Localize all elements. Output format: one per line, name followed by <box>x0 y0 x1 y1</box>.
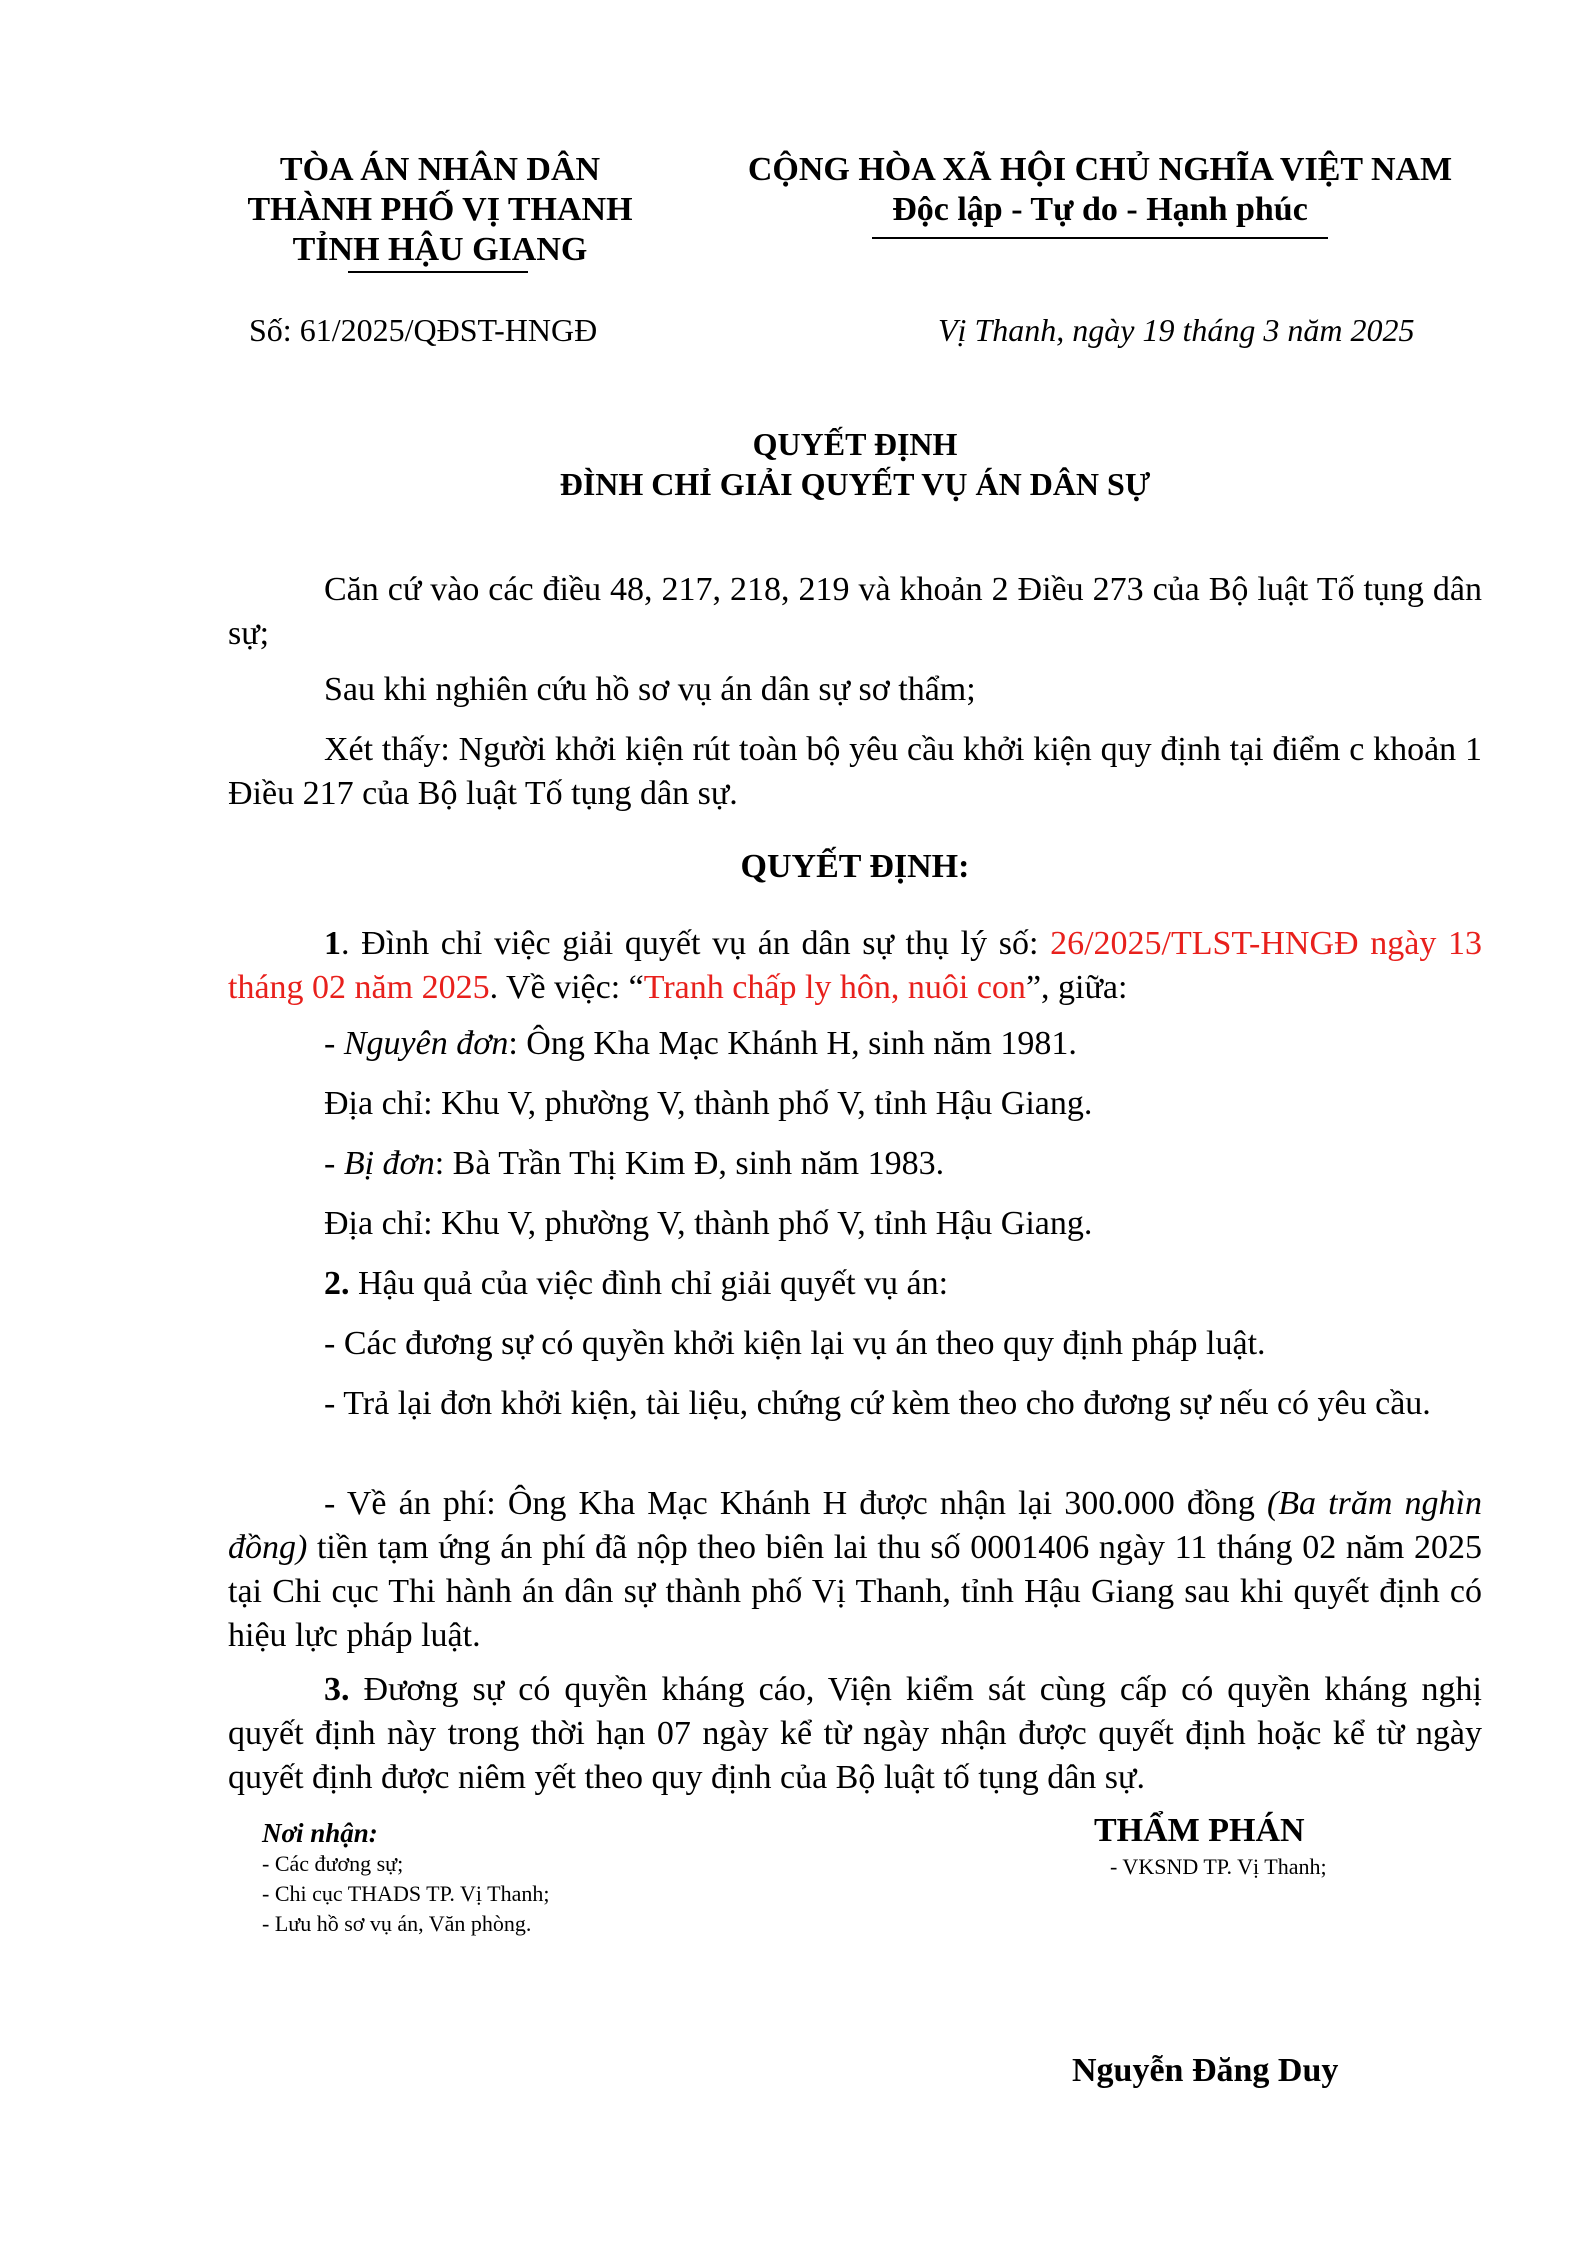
plaintiff-address: Địa chỉ: Khu V, phường V, thành phố V, tỉnh Hậu Giang. <box>324 1085 1093 1122</box>
item-2-bullet-3: - Về án phí: Ông Kha Mạc Khánh H được nhận lại 300.000 đồng (Ba trăm nghìn đồng) tiền tạm ứng án phí đã nộp theo biên lai thu số 0001406 ngày 11 tháng 02 năm 2025 tại Chi cục Thi hành án dân sự thành phố Vị Thanh, tỉnh Hậu Giang sau khi quyết định có hiệu lực pháp luật. <box>228 1485 1482 1654</box>
item-2-bullet-1: - Các đương sự có quyền khởi kiện lại vụ án theo quy định pháp luật. <box>324 1325 1266 1362</box>
document-title <box>228 424 1482 504</box>
case-reference: 26/2025/TLST-HNGĐ ngày 13 tháng 02 năm 2025 <box>228 925 1482 1006</box>
recipient-item: - Các đương sự; <box>262 1851 404 1876</box>
item-2-number: 2. <box>324 1265 350 1302</box>
title-line-2: ĐÌNH CHỈ GIẢI QUYẾT VỤ ÁN DÂN SỰ <box>559 466 1151 502</box>
recipient-item: - Chi cục THADS TP. Vị Thanh; <box>262 1881 550 1906</box>
court-line-2: THÀNH PHỐ VỊ THANH <box>247 191 633 228</box>
recipient-item-extra: - VKSND TP. Vị Thanh; <box>1110 1854 1327 1879</box>
plaintiff-line: - Nguyên đơn: Ông Kha Mạc Khánh H, sinh năm 1981. <box>324 1025 1077 1062</box>
defendant-address: Địa chỉ: Khu V, phường V, thành phố V, tỉnh Hậu Giang. <box>324 1205 1093 1242</box>
decision-heading: QUYẾT ĐỊNH: <box>740 848 970 885</box>
item-1: 1. Đình chỉ việc giải quyết vụ án dân sự thụ lý số: 26/2025/TLST-HNGĐ ngày 13 tháng 02 năm 2025. Về việc: “Tranh chấp ly hôn, nuôi con”, giữa: <box>228 925 1482 1006</box>
defendant-line: - Bị đơn: Bà Trần Thị Kim Đ, sinh năm 1983. <box>324 1145 945 1182</box>
place-date: Vị Thanh, ngày 19 tháng 3 năm 2025 <box>938 312 1415 348</box>
recipients-title: Nơi nhận: <box>262 1818 378 1848</box>
nation-block <box>720 150 1480 230</box>
court-line-3: TỈNH HẬU GIANG <box>292 231 588 268</box>
item-3: 3. Đương sự có quyền kháng cáo, Viện kiểm sát cùng cấp có quyền kháng nghị quyết định này trong thời hạn 07 ngày kể từ ngày nhận được quyết định hoặc kể từ ngày quyết định được niêm yết theo quy định của Bộ luật tố tụng dân sự. <box>228 1671 1482 1796</box>
defendant-label: Bị đơn <box>343 1145 435 1182</box>
preamble-review: Sau khi nghiên cứu hồ sơ vụ án dân sự sơ thẩm; <box>324 671 976 708</box>
amount-in-words: (Ba trăm nghìn đồng) <box>228 1485 1482 1566</box>
court-underline <box>348 271 528 273</box>
preamble-finding: Xét thấy: Người khởi kiện rút toàn bộ yêu cầu khởi kiện quy định tại điểm c khoản 1 Điều 217 của Bộ luật Tố tụng dân sự. <box>228 731 1482 812</box>
nation-motto: Độc lập - Tự do - Hạnh phúc <box>892 191 1308 228</box>
item-3-number: 3. <box>324 1671 350 1708</box>
signer-name: Nguyễn Đăng Duy <box>1072 2052 1339 2089</box>
signer-role: THẨM PHÁN <box>1094 1812 1305 1849</box>
document-number: Số: 61/2025/QĐST-HNGĐ <box>249 312 598 348</box>
item-2-bullet-2: - Trả lại đơn khởi kiện, tài liệu, chứng cứ kèm theo cho đương sự nếu có yêu cầu. <box>324 1385 1431 1422</box>
recipients-block <box>262 1818 549 1939</box>
recipient-item: - Lưu hồ sơ vụ án, Văn phòng. <box>262 1911 532 1936</box>
court-name-block <box>210 150 670 270</box>
plaintiff-label: Nguyên đơn <box>343 1025 509 1062</box>
court-line-1: TÒA ÁN NHÂN DÂN <box>279 151 601 188</box>
item-1-number: 1 <box>324 925 341 962</box>
case-subject: Tranh chấp ly hôn, nuôi con <box>643 969 1026 1006</box>
item-2-heading: 2. Hậu quả của việc đình chỉ giải quyết vụ án: <box>324 1265 949 1302</box>
preamble-basis: Căn cứ vào các điều 48, 217, 218, 219 và khoản 2 Điều 273 của Bộ luật Tố tụng dân sự; <box>228 571 1482 652</box>
motto-underline <box>872 237 1328 239</box>
title-line-1: QUYẾT ĐỊNH <box>752 426 958 462</box>
nation-line-1: CỘNG HÒA XÃ HỘI CHỦ NGHĨA VIỆT NAM <box>747 151 1453 188</box>
